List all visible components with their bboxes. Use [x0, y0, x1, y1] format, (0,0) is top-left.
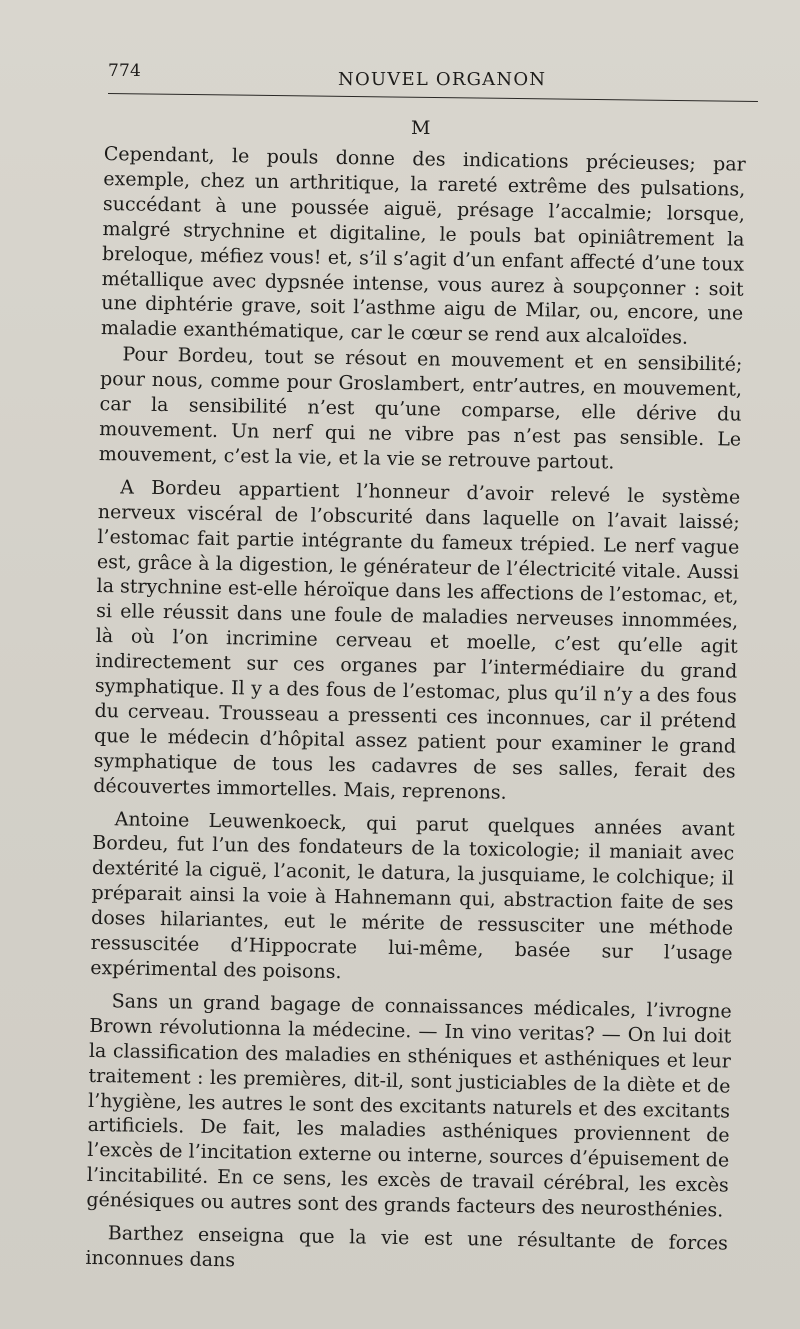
paragraph: Pour Bordeu, tout se résout en mouvement et en sensibilité; pour nous, comme pour Groslambert, entr’autres, en mouvement, car la sensibilité n’est qu’une comparse, elle dérive du mouvement. Un nerf qui ne vibre pas n’est pas sensible. Le mouvement, c’est la vie, et la vie se retrouve partout. [98, 343, 743, 474]
page-number: 774 [108, 61, 142, 81]
paragraph: A Bordeu appartient l’honneur d’avoir relevé le système nerveux viscéral de l’obscurité dans laquelle on l’avait laissé; l’estomac fait partie intégrante du fameux trépied. Le nerf vague est, grâce à la digestion, le générateur de l’électricité vitale. Aussi la strychnine est-elle héroïque dans les affections de l’estomac, et, si elle réussit dans une foule de maladies nerveuses innommées, là où l’on incrimine cerveau et moelle, c’est qu’elle agit indirectement sur ces organes par l’intermédiaire du grand symphatique. Il y a des fous de l’estomac, plus qu’il n’y a des fous du cerveau. Trousseau a pressenti ces inconnues, car il prétend que le médecin d’hôpital assez patient pour examiner le grand symphatique de tous les cadavres de ses salles, ferait des découvertes immortelles. Mais, reprenons. [93, 476, 741, 804]
paragraph: Barthez enseigna que la vie est une résultante de forces inconnues dans [85, 1222, 729, 1272]
header-rule [108, 93, 758, 102]
section-letter: M [411, 117, 431, 139]
paragraph: Cependant, le pouls donne des indications précieuses; par exemple, chez un arthritique, la rareté extrême des pulsations, succédant à une poussée aiguë, présage l’accalmie; lorsque, malgré strychnine et digitaline, le pouls bat opiniâtrement la breloque, méfiez vous! et, s’il s’agit d’un enfant affecté d’une toux métallique avec dypsnée intense, vous aurez à soupçonner : soit une diphtérie grave, soit l’asthme aigu de Milar, ou, encore, une maladie exanthématique, car le cœur se rend aux alcaloïdes. [100, 142, 746, 350]
body-text [85, 142, 746, 1282]
running-title: NOUVEL ORGANON [338, 69, 547, 90]
paragraph: Sans un grand bagage de connaissances médicales, l’ivrogne Brown révolutionna la médecine. — In vino veritas? — On lui doit la classification des maladies en sthéniques et asthéniques et leur traitement : les premières, dit-il, sont justiciables de la diète et de l’hygiène, les autres le sont des excitants naturels et des excitants artificiels. De fait, les maladies asthéniques proviennent de l’excès de l’incitation externe ou interne, sources d’épuisement de l’incitabilité. En ce sens, les excès de travail cérébral, les excès génésiques ou autres sont des grands facteurs des neurosthénies. [86, 990, 732, 1222]
paragraph: Antoine Leuwenkoeck, qui parut quelques années avant Bordeu, fut l’un des fondateurs de la toxicologie; il maniait avec dextérité la ciguë, l’aconit, le datura, la jusquiame, le colchique; il préparait ainsi la voie à Hahnemann qui, abstraction faite de ses doses hilariantes, eut le mérite de ressusciter une méthode ressuscitée d’Hippocrate lui-même, basée sur l’usage expérimental des poisons. [90, 807, 735, 984]
